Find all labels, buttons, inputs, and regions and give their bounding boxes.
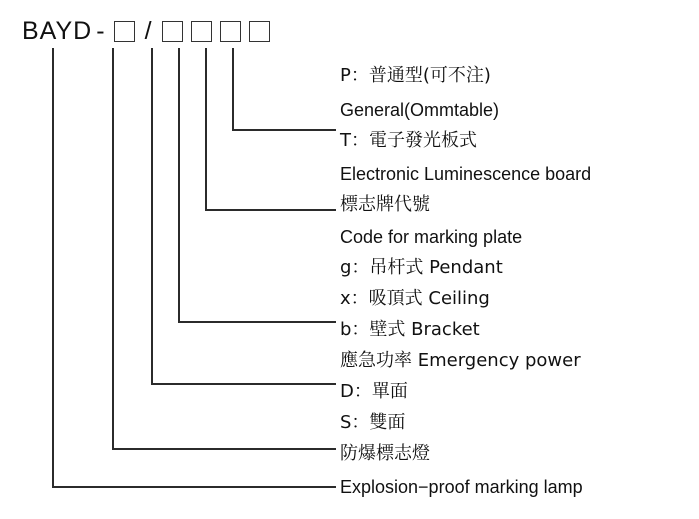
- label-t-electronic-cn: T：電子發光板式: [340, 130, 477, 151]
- model-prefix: BAYD: [22, 16, 93, 45]
- leader-box-3: [178, 321, 336, 323]
- stem-box-4: [205, 48, 207, 211]
- code-box-4: [220, 21, 241, 42]
- code-box-3: [191, 21, 212, 42]
- model-code-row: [22, 14, 274, 48]
- leader-box-5: [232, 129, 336, 131]
- stem-box-5: [232, 48, 234, 131]
- model-dash: -: [96, 16, 105, 45]
- label-emergency-power: 應急功率 Emergency power: [340, 350, 581, 371]
- stem-prefix: [52, 48, 54, 488]
- label-marking-lamp-cn: 防爆標志燈: [340, 443, 430, 464]
- label-bracket: b：壁式 Bracket: [340, 319, 480, 340]
- label-p-general-cn: P：普通型(可不注): [340, 65, 491, 86]
- code-box-2: [162, 21, 183, 42]
- leader-box-1: [112, 448, 336, 450]
- label-ceiling: x：吸頂式 Ceiling: [340, 288, 490, 309]
- leader-prefix: [52, 486, 336, 488]
- label-pendant: g：吊杆式 Pendant: [340, 257, 503, 278]
- model-slash: /: [144, 16, 152, 45]
- label-marking-plate-cn: 標志牌代號: [340, 194, 430, 215]
- label-single-side: D：單面: [340, 381, 408, 402]
- label-t-electronic-en: Electronic Luminescence board: [340, 164, 592, 184]
- code-box-5: [249, 21, 270, 42]
- label-p-general-en: General(Ommtable): [340, 100, 500, 120]
- stem-box-3: [178, 48, 180, 323]
- code-box-1: [114, 21, 135, 42]
- stem-box-2: [151, 48, 153, 385]
- label-marking-plate-en: Code for marking plate: [340, 227, 523, 247]
- leader-box-2: [151, 383, 336, 385]
- leader-box-4: [205, 209, 336, 211]
- label-double-side: S：雙面: [340, 412, 406, 433]
- label-marking-lamp-en: Explosion−proof marking lamp: [340, 477, 583, 497]
- stem-box-1: [112, 48, 114, 450]
